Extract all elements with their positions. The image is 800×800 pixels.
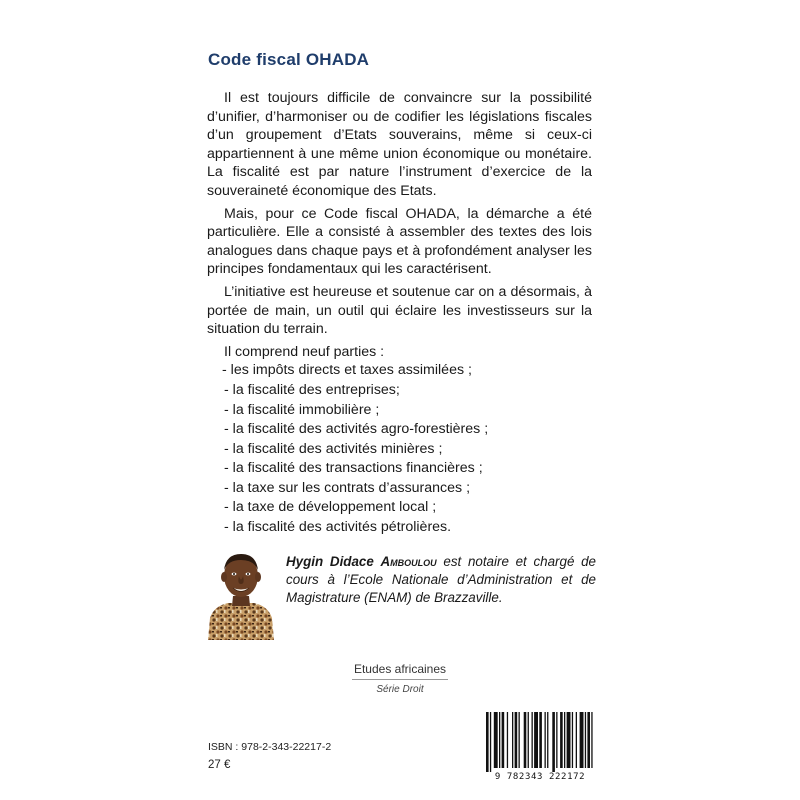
barcode-bar — [486, 712, 489, 772]
list-item: - la fiscalité des activités pétrolières. — [224, 519, 452, 536]
barcode-bar — [512, 712, 513, 768]
author-description: est notaire et chargé de cours à l’Ecole Nationale d’Administration et de Magistrature (ENAM) de Brazzaville. — [286, 554, 596, 605]
barcode-bar — [585, 712, 586, 768]
price: 27 € — [208, 759, 231, 771]
series-subname: Série Droit — [376, 684, 424, 695]
series-logo — [340, 662, 460, 695]
paragraph: Mais, pour ce Code fiscal OHADA, la démarche a été particulière. Elle a consisté à assembler des textes des lois analogues dans chaque pays et à profondément analyser les principes fondamentaux qui les caractérisent. — [207, 205, 592, 278]
barcode-bar — [587, 712, 590, 768]
list-item: - la fiscalité des transactions financières ; — [224, 460, 483, 477]
barcode-bar — [567, 712, 571, 768]
author-photo — [204, 546, 278, 640]
barcode-bar — [556, 712, 557, 768]
list-item: - la fiscalité immobilière ; — [224, 401, 380, 418]
barcode-bar — [532, 712, 533, 768]
author-name: Hygin Didace Amboulou — [286, 554, 437, 569]
barcode-bar — [502, 712, 505, 768]
barcode-bar — [572, 712, 573, 768]
series-divider — [352, 679, 448, 680]
barcode-bar — [545, 712, 546, 768]
list-item: - la taxe de développement local ; — [224, 499, 437, 516]
barcode-bar — [539, 712, 542, 768]
barcode-bar — [580, 712, 584, 768]
series-name: Etudes africaines — [353, 662, 447, 676]
author-bio — [286, 553, 596, 606]
list-item: - la fiscalité des entreprises; — [224, 381, 400, 398]
barcode-bar — [528, 712, 529, 768]
barcode-bar — [494, 712, 498, 768]
barcode-bar — [490, 712, 491, 772]
barcode-bar — [524, 712, 527, 768]
barcode-digits: 9 782343 222172 — [494, 772, 586, 782]
barcode-bar — [552, 712, 555, 772]
barcode-bar — [591, 712, 592, 768]
paragraph: L’initiative est heureuse et soutenue car on a désormais, à portée de main, un outil qui éclaire les investisseurs sur la situation du terrain. — [207, 283, 592, 338]
isbn: ISBN : 978-2-343-22217-2 — [208, 741, 332, 753]
back-cover-text — [207, 89, 592, 538]
barcode-bar — [564, 712, 565, 768]
barcode-bar — [547, 712, 548, 768]
list-item: - la taxe sur les contrats d’assurances ; — [224, 479, 471, 496]
barcode-bar — [507, 712, 508, 768]
barcode-bars — [480, 712, 600, 772]
barcode-bar — [534, 712, 538, 768]
barcode-bar — [515, 712, 518, 768]
parts-list — [207, 361, 592, 536]
barcode-bar — [499, 712, 500, 768]
list-item: - les impôts directs et taxes assimilées ; — [222, 362, 472, 379]
barcode-bar — [560, 712, 563, 768]
barcode-bar — [576, 712, 577, 768]
page-title: Code fiscal OHADA — [208, 50, 370, 69]
barcode-bar — [519, 712, 520, 768]
parts-intro: Il comprend neuf parties : — [224, 343, 385, 360]
paragraph: Il est toujours difficile de convaincre sur la possibilité d’unifier, d’harmoniser ou de codifier les législations fiscales d’un groupement d’Etats souverains, même si ceux-ci appartiennent à une même union économique ou monétaire. La fiscalité est par nature l’instrument d’exercice de la souveraineté économique des Etats. — [207, 90, 592, 199]
list-item: - la fiscalité des activités agro-forestières ; — [224, 421, 489, 438]
list-item: - la fiscalité des activités minières ; — [224, 440, 443, 457]
